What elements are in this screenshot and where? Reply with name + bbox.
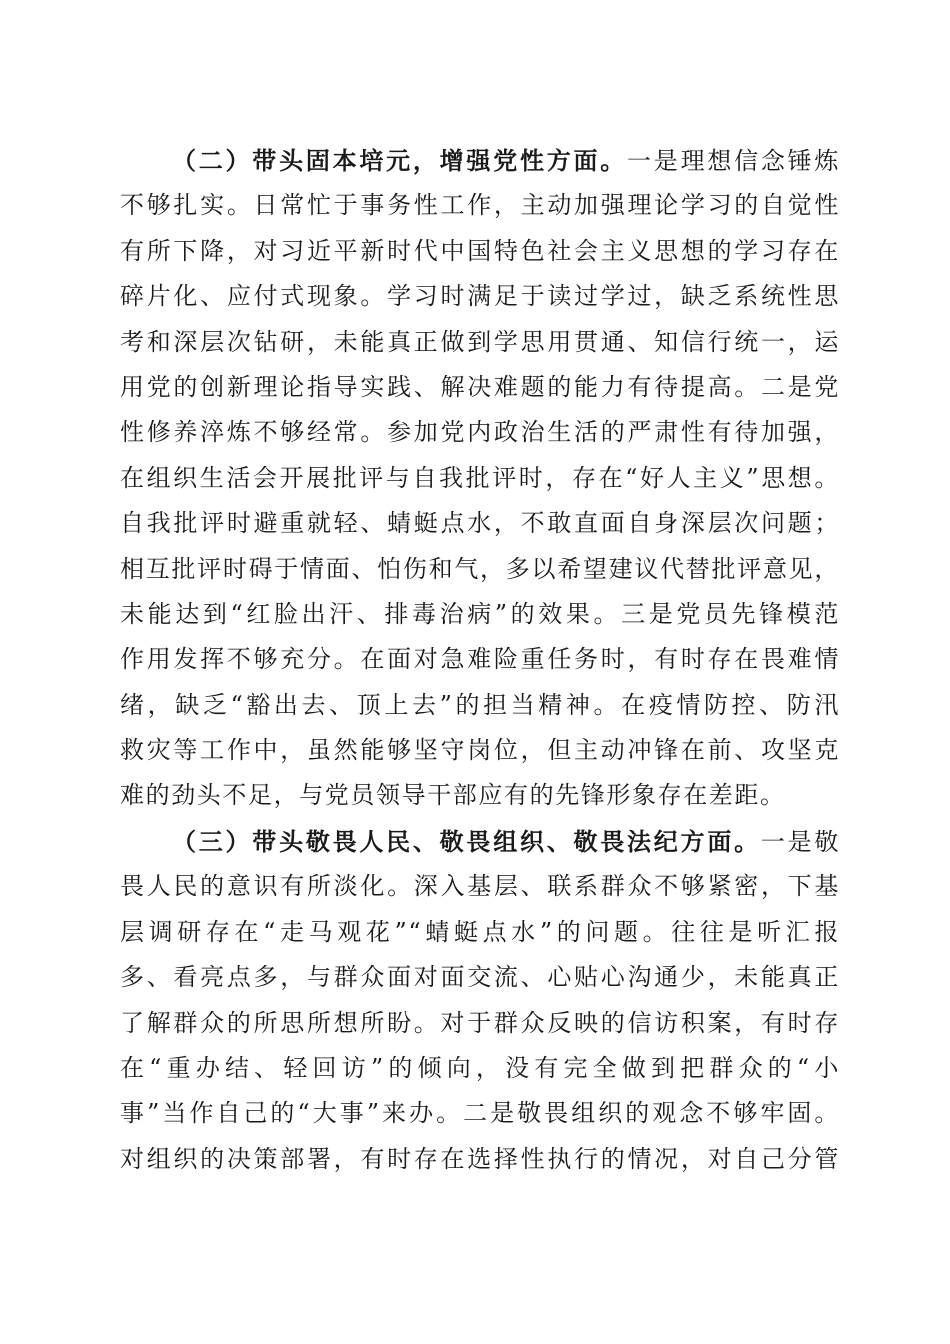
paragraph-line: 有所下降，对习近平新时代中国特色社会主义思想的学习存在 [120,236,840,265]
paragraph-line: 不够扎实。日常忙于事务性工作，主动加强理论学习的自觉性 [120,191,840,220]
paragraph-line: 对组织的决策部署，有时存在选择性执行的情况，对自己分管 [120,1144,840,1173]
paragraph-line: 在组织生活会开展批评与自我批评时，存在“好人主义”思想。 [120,463,840,492]
paragraph-line: （二）带头固本培元，增强党性方面。一是理想信念锤炼 [172,146,840,175]
paragraph-line: 作用发挥不够充分。在面对急难险重任务时，有时存在畏难情 [120,645,840,674]
paragraph-line: 用党的创新理论指导实践、解决难题的能力有待提高。二是党 [120,372,840,401]
paragraph-line: （三）带头敬畏人民、敬畏组织、敬畏法纪方面。一是敬 [172,827,840,856]
paragraph-line: 层调研存在“走马观花”“蜻蜓点水”的问题。往往是听汇报 [120,917,840,946]
section-3-paragraph [120,819,840,1182]
paragraph-line: 了解群众的所思所想所盼。对于群众反映的信访积案，有时存 [120,1008,840,1037]
paragraph-line: 事”当作自己的“大事”来办。二是敬畏组织的观念不够牢固。 [120,1099,840,1128]
paragraph-line: 在“重办结、轻回访”的倾向，没有完全做到把群众的“小 [120,1053,840,1082]
section-heading: （三）带头敬畏人民、敬畏组织、敬畏法纪方面。 [172,827,761,856]
paragraph-line: 多、看亮点多，与群众面对面交流、心贴心沟通少，未能真正 [120,963,840,992]
paragraph-line: 难的劲头不足，与党员领导干部应有的先锋形象存在差距。 [120,781,786,810]
paragraph-line: 性修养淬炼不够经常。参加党内政治生活的严肃性有待加强， [120,418,840,447]
paragraph-line: 碎片化、应付式现象。学习时满足于读过学过，缺乏系统性思 [120,282,840,311]
section-2-paragraph [120,138,840,819]
paragraph-line: 绪，缺乏“豁出去、顶上去”的担当精神。在疫情防控、防汛 [120,690,840,719]
paragraph-line: 自我批评时避重就轻、蜻蜓点水，不敢直面自身深层次问题； [120,509,840,538]
paragraph-line: 相互批评时碍于情面、怕伤和气，多以希望建议代替批评意见， [120,554,840,583]
paragraph-line: 考和深层次钻研，未能真正做到学思用贯通、知信行统一，运 [120,327,840,356]
paragraph-line: 未能达到“红脸出汗、排毒治病”的效果。三是党员先锋模范 [120,599,840,628]
paragraph-line: 畏人民的意识有所淡化。深入基层、联系群众不够紧密，下基 [120,872,840,901]
section-heading: （二）带头固本培元，增强党性方面。 [172,146,628,175]
paragraph-line: 救灾等工作中，虽然能够坚守岗位，但主动冲锋在前、攻坚克 [120,736,840,765]
